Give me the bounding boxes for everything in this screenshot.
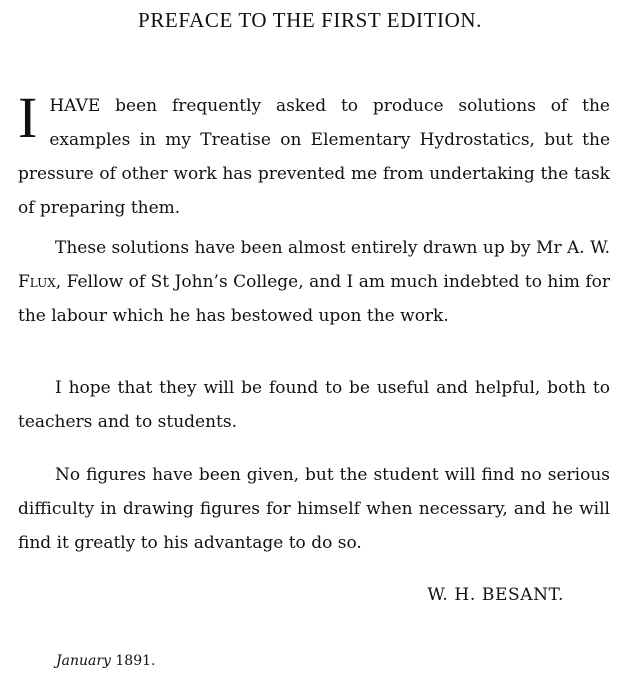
page-title: PREFACE TO THE FIRST EDITION.	[138, 8, 482, 32]
paragraph-2-text-before: These solutions have been almost entirely drawn up by Mr A. W.	[55, 238, 610, 258]
paragraph-1	[18, 85, 610, 225]
paragraph-1-text: been frequently asked to produce solutions of the examples in my Treatise on Elementary Hydrostatics, but the pressure of other work has prevented me from undertaking the task of preparing them.	[18, 96, 610, 218]
drop-cap: I	[18, 85, 38, 150]
date-line	[56, 653, 155, 669]
paragraph-3: I hope that they will be found to be useful and helpful, both to teachers and to students.	[18, 378, 610, 432]
paragraph-2-text-after: , Fellow of St John’s College, and I am much indebted to him for the labour which he has bestowed upon the work.	[18, 272, 610, 326]
date-year: 1891.	[110, 653, 156, 669]
signature: W. H. BESANT.	[427, 585, 564, 605]
author-name-flux: Flux	[18, 272, 56, 292]
paragraph-4: No figures have been given, but the student will find no serious difficulty in drawing figures for himself when necessary, and he will find it greatly to his advantage to do so.	[18, 465, 610, 553]
opening-word: HAVE	[49, 96, 101, 116]
paragraph-2	[18, 231, 610, 333]
date-month: January	[56, 653, 111, 669]
